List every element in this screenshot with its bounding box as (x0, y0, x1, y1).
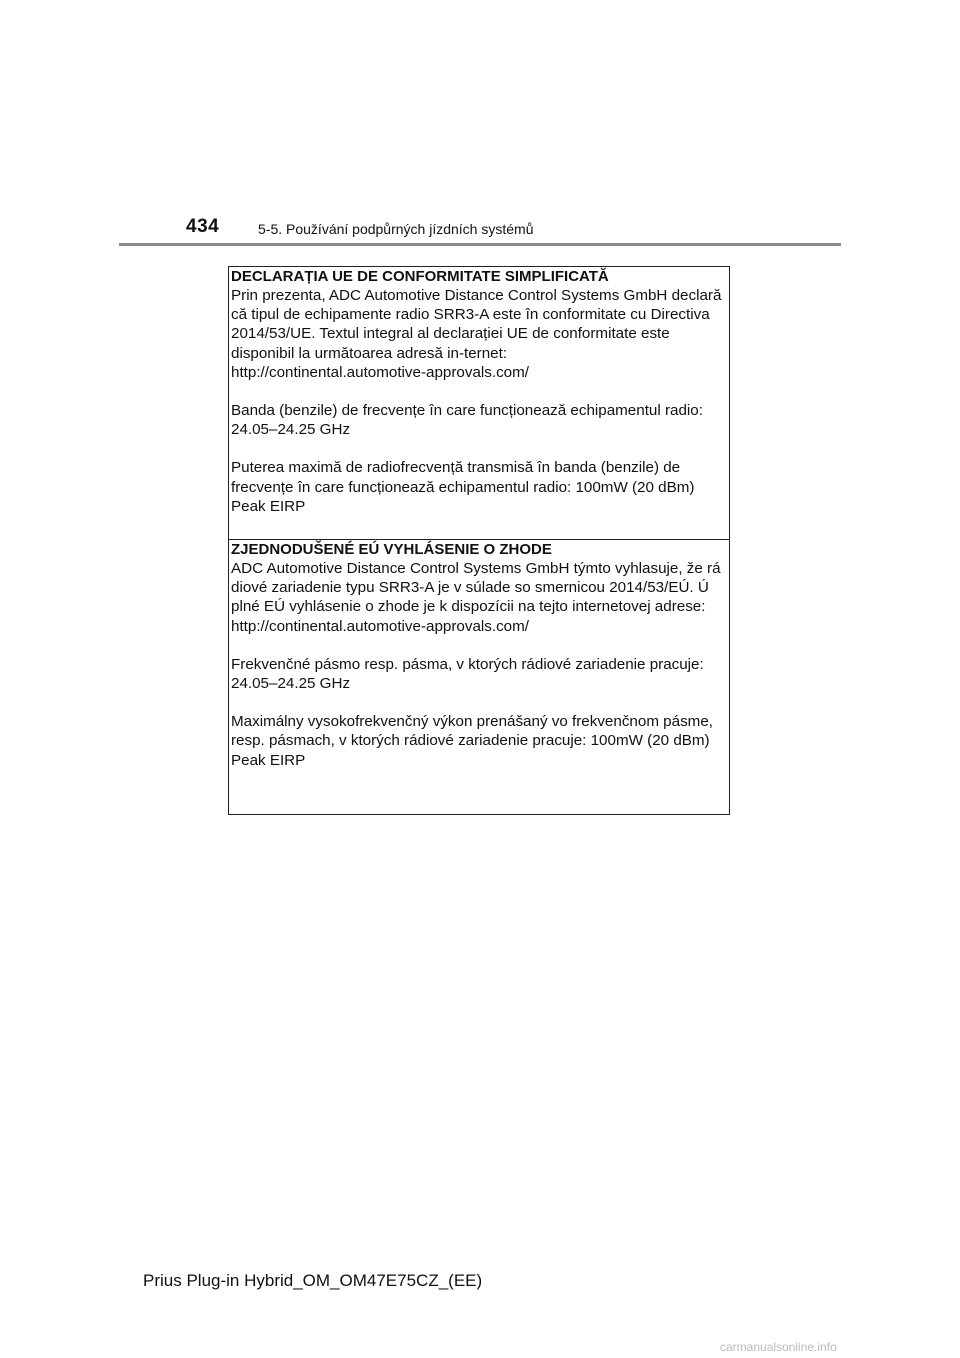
section-title: 5-5. Používání podpůrných jízdních systémů (258, 221, 534, 237)
declaration-box (228, 266, 730, 815)
declaration-sk-paragraph-2: Frekvenčné pásmo resp. pásma, v ktorých rádiové zariadenie pracuje: 24.05–24.25 GHz (231, 655, 704, 693)
spacer (231, 693, 727, 712)
declaration-ro-paragraph-2: Banda (benzile) de frecvențe în care funcționează echipamentul radio: 24.05–24.25 GHz (231, 402, 703, 439)
footer-document-title: Prius Plug-in Hybrid_OM_OM47E75CZ_(EE) (143, 1271, 483, 1290)
spacer (231, 636, 727, 655)
watermark: carmanualsonline.info (720, 1340, 837, 1354)
spacer (231, 439, 727, 458)
declaration-sk-heading: ZJEDNODUŠENÉ EÚ VYHLÁSENIE O ZHODE (231, 541, 552, 558)
declaration-sk-paragraph-3: Maximálny vysokofrekvenčný výkon prenášaný vo frekvenčnom pásme, resp. pásmach, v ktorých rádiové zariadenie pracuje: 100mW (20 dBm) Peak EIRP (231, 713, 713, 769)
declaration-ro-paragraph-1: Prin prezenta, ADC Automotive Distance Control Systems GmbH declară că tipul de echipamente radio SRR3-A este în conformitate cu Directiva 2014/53/UE. Textul integral al declarației UE de conformitate este disponibil la următoarea adresă in-ternet: http://continental.automotive-approvals.com/ (231, 287, 722, 381)
spacer (231, 382, 727, 401)
declaration-romanian (229, 267, 729, 540)
declaration-ro-heading: DECLARAȚIA UE DE CONFORMITATE SIMPLIFICATĂ (231, 268, 609, 285)
header-rule (119, 243, 841, 246)
declaration-ro-paragraph-3: Puterea maximă de radiofrecvență transmisă în banda (benzile) de frecvențe în care funcționează echipamentul radio: 100mW (20 dBm) Peak EIRP (231, 459, 695, 515)
declaration-slovak (229, 540, 729, 770)
declaration-sk-paragraph-1: ADC Automotive Distance Control Systems GmbH týmto vyhlasuje, že rá diové zariadenie typu SRR3-A je v súlade so smernicou 2014/53/EÚ. Ú plné EÚ vyhlásenie o zhode je k dispozícii na tejto internetovej adrese: http://continental.automotive-approvals.com/ (231, 560, 721, 635)
page-number: 434 (186, 216, 220, 237)
